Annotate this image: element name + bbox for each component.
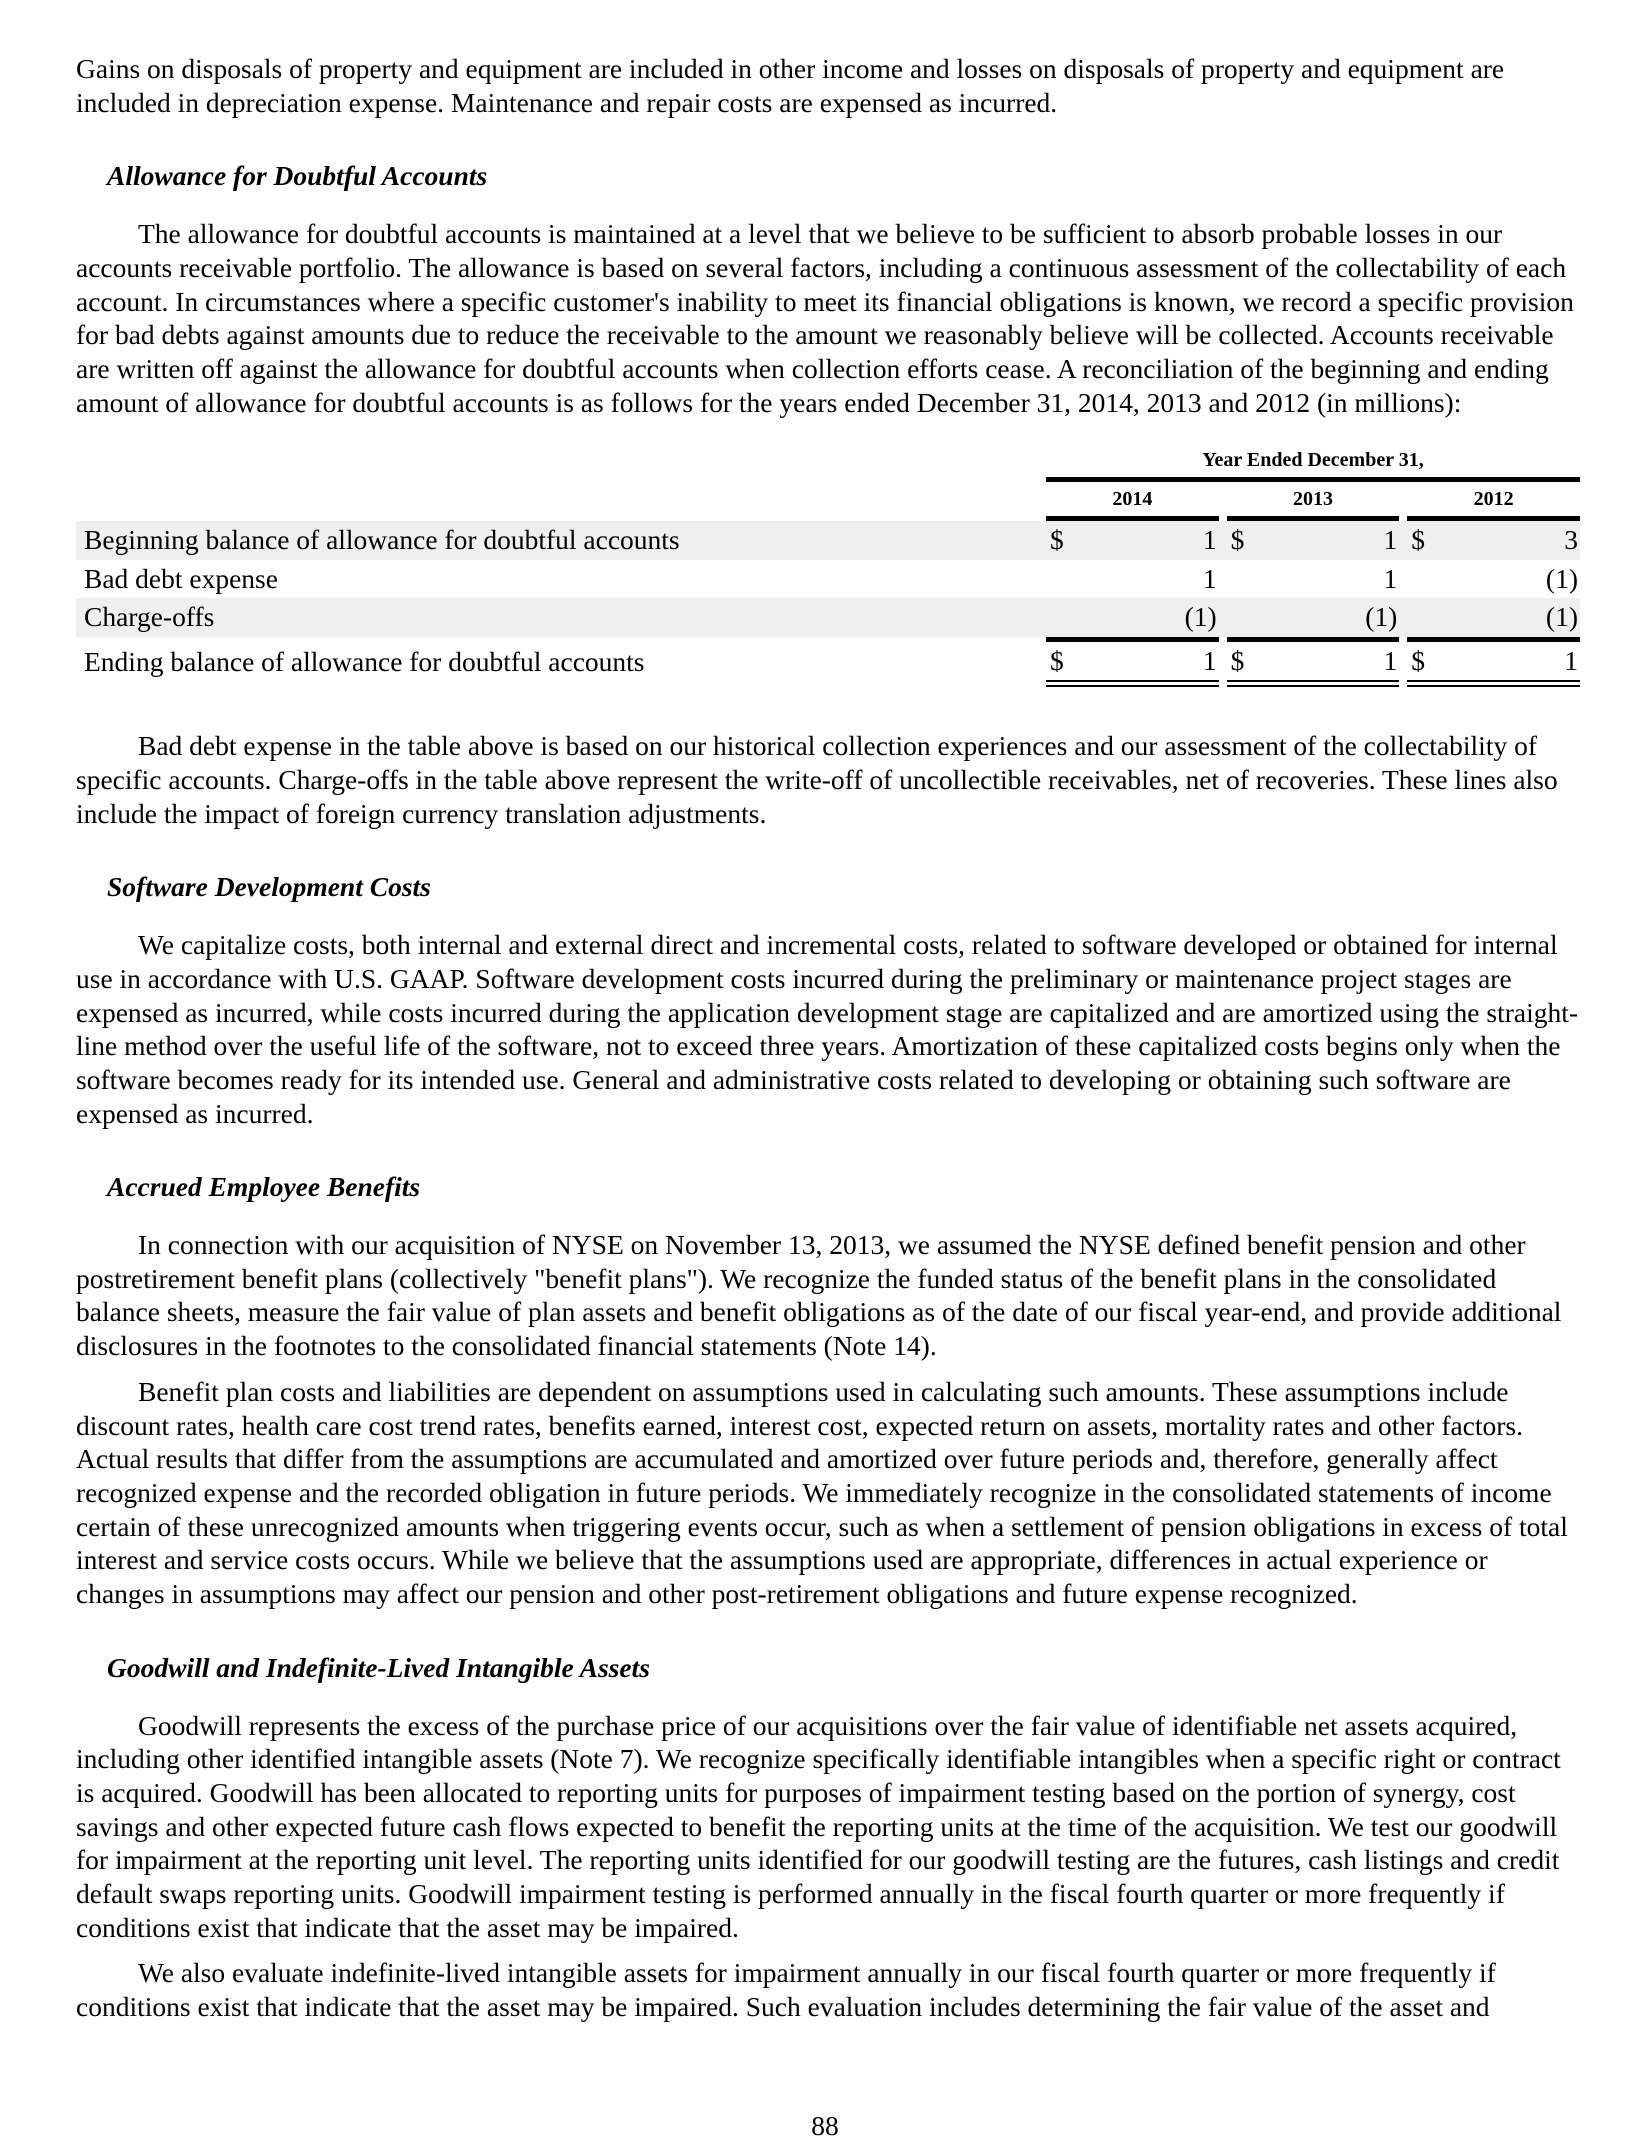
cell-value: 3 [1441, 521, 1580, 560]
table-row-total [76, 637, 1580, 688]
row-label: Bad debt expense [84, 562, 278, 594]
currency-symbol: $ [1407, 521, 1441, 560]
year-header: 2012 [1407, 482, 1580, 521]
page-number: 88 [811, 2110, 839, 2141]
cell-value: 1 [1080, 637, 1219, 688]
cell-value: 1 [1080, 521, 1219, 560]
intro-paragraph: Gains on disposals of property and equipment are included in other income and losses on disposals of property and equipment are included in depreciation expense. Maintenance and repair costs are expensed as incurred. [76, 53, 1505, 118]
cell-value: 1 [1261, 637, 1400, 688]
heading-software: Software Development Costs [107, 871, 431, 903]
benefits-paragraph-2: Benefit plan costs and liabilities are dependent on assumptions used in calculating such amounts. These assumptions include discount rates, health care cost trend rates, benefits earned, interest cost, expected return on assets, mortality rates and other factors. Actual results that differ from the assumptions are accumulated and amortized over future periods and, therefore, generally affect recognized expense and the recorded obligation in future periods. We immediately recognize in the consolidated statements of income certain of these unrecognized amounts when triggering events occur, such as when a settlement of pension obligations in excess of total interest and service costs occurs. While we believe that the assumptions used are appropriate, differences in actual experience or changes in assumptions may affect our pension and other post-retirement obligations and future expense recognized. [76, 1375, 1568, 1610]
currency-symbol: $ [1407, 637, 1441, 688]
cell-value: (1) [1441, 598, 1580, 637]
row-label: Charge-offs [76, 598, 1046, 637]
currency-symbol: $ [1046, 637, 1080, 688]
software-paragraph: We capitalize costs, both internal and external direct and incremental costs, related to software developed or obtained for internal use in accordance with U.S. GAAP. Software development costs incurred during the preliminary or maintenance project stages are expensed as incurred, while costs incurred during the application development stage are capitalized and are amortized using the straight-line method over the useful life of the software, not to exceed three years. Amortization of these capitalized costs begins only when the software becomes ready for its intended use. General and administrative costs related to developing or obtaining such software are expensed as incurred. [76, 929, 1579, 1129]
table-row [76, 598, 1580, 637]
row-label: Beginning balance of allowance for doubtful accounts [76, 521, 1046, 560]
goodwill-paragraph-1: Goodwill represents the excess of the purchase price of our acquisitions over the fair value of identifiable net assets acquired, including other identified intangible assets (Note 7). We recognize specifically identifiable intangibles when a specific right or contract is acquired. Goodwill has been allocated to reporting units for purposes of impairment testing based on the portion of synergy, cost savings and other expected future cash flows expected to benefit the reporting units at the time of the acquisition. We test our goodwill for impairment at the reporting unit level. The reporting units identified for our goodwill testing are the futures, cash listings and credit default swaps reporting units. Goodwill impairment testing is performed annually in the fiscal fourth quarter or more frequently if conditions exist that indicate that the asset may be impaired. [76, 1709, 1561, 1943]
allowance-paragraph: The allowance for doubtful accounts is maintained at a level that we believe to be sufficient to absorb probable losses in our accounts receivable portfolio. The allowance is based on several factors, including a continuous assessment of the collectability of each account. In circumstances where a specific customer's inability to meet its financial obligations is known, we record a specific provision for bad debts against amounts due to reduce the receivable to the amount we reasonably believe will be collected. Accounts receivable are written off against the allowance for doubtful accounts when collection efforts cease. A reconciliation of the beginning and ending amount of allowance for doubtful accounts is as follows for the years ended December 31, 2014, 2013 and 2012 (in millions): [76, 218, 1574, 418]
allowance-table [76, 443, 1580, 687]
goodwill-paragraph-2: We also evaluate indefinite-lived intangible assets for impairment annually in our fiscal fourth quarter or more frequently if conditions exist that indicate that the asset may be impaired. Such evaluation includes determining the fair value of the asset and [76, 1957, 1496, 2023]
cell-value: 1 [1202, 562, 1217, 594]
cell-value: 1 [1261, 521, 1400, 560]
currency-symbol: $ [1227, 521, 1261, 560]
cell-value: (1) [1080, 598, 1219, 637]
row-label: Ending balance of allowance for doubtful accounts [84, 645, 645, 677]
table-row [76, 521, 1580, 560]
cell-value: 1 [1383, 562, 1398, 594]
benefits-paragraph-1: In connection with our acquisition of NYSE on November 13, 2013, we assumed the NYSE defined benefit pension and other postretirement benefit plans (collectively "benefit plans"). We recognize the funded status of the benefit plans in the consolidated balance sheets, measure the fair value of plan assets and benefit obligations as of the date of our fiscal year-end, and provide additional disclosures in the footnotes to the consolidated financial statements (Note 14). [76, 1229, 1562, 1362]
currency-symbol: $ [1227, 637, 1261, 688]
heading-allowance: Allowance for Doubtful Accounts [107, 160, 488, 192]
document-page [76, 52, 1580, 2024]
heading-benefits: Accrued Employee Benefits [107, 1171, 421, 1203]
table-title: Year Ended December 31, [1046, 443, 1580, 482]
table-row [76, 560, 1580, 599]
year-header: 2013 [1227, 482, 1400, 521]
heading-goodwill: Goodwill and Indefinite-Lived Intangible Assets [107, 1651, 650, 1683]
currency-symbol: $ [1046, 521, 1080, 560]
bad-debt-paragraph: Bad debt expense in the table above is based on our historical collection experiences and our assessment of the collectability of specific accounts. Charge-offs in the table above represent the write-off of uncollectible receivables, net of recoveries. These lines also include the impact of foreign currency translation adjustments. [76, 730, 1558, 829]
year-header: 2014 [1046, 482, 1219, 521]
cell-value: 1 [1441, 637, 1580, 688]
cell-value: (1) [1545, 562, 1578, 594]
cell-value: (1) [1261, 598, 1400, 637]
